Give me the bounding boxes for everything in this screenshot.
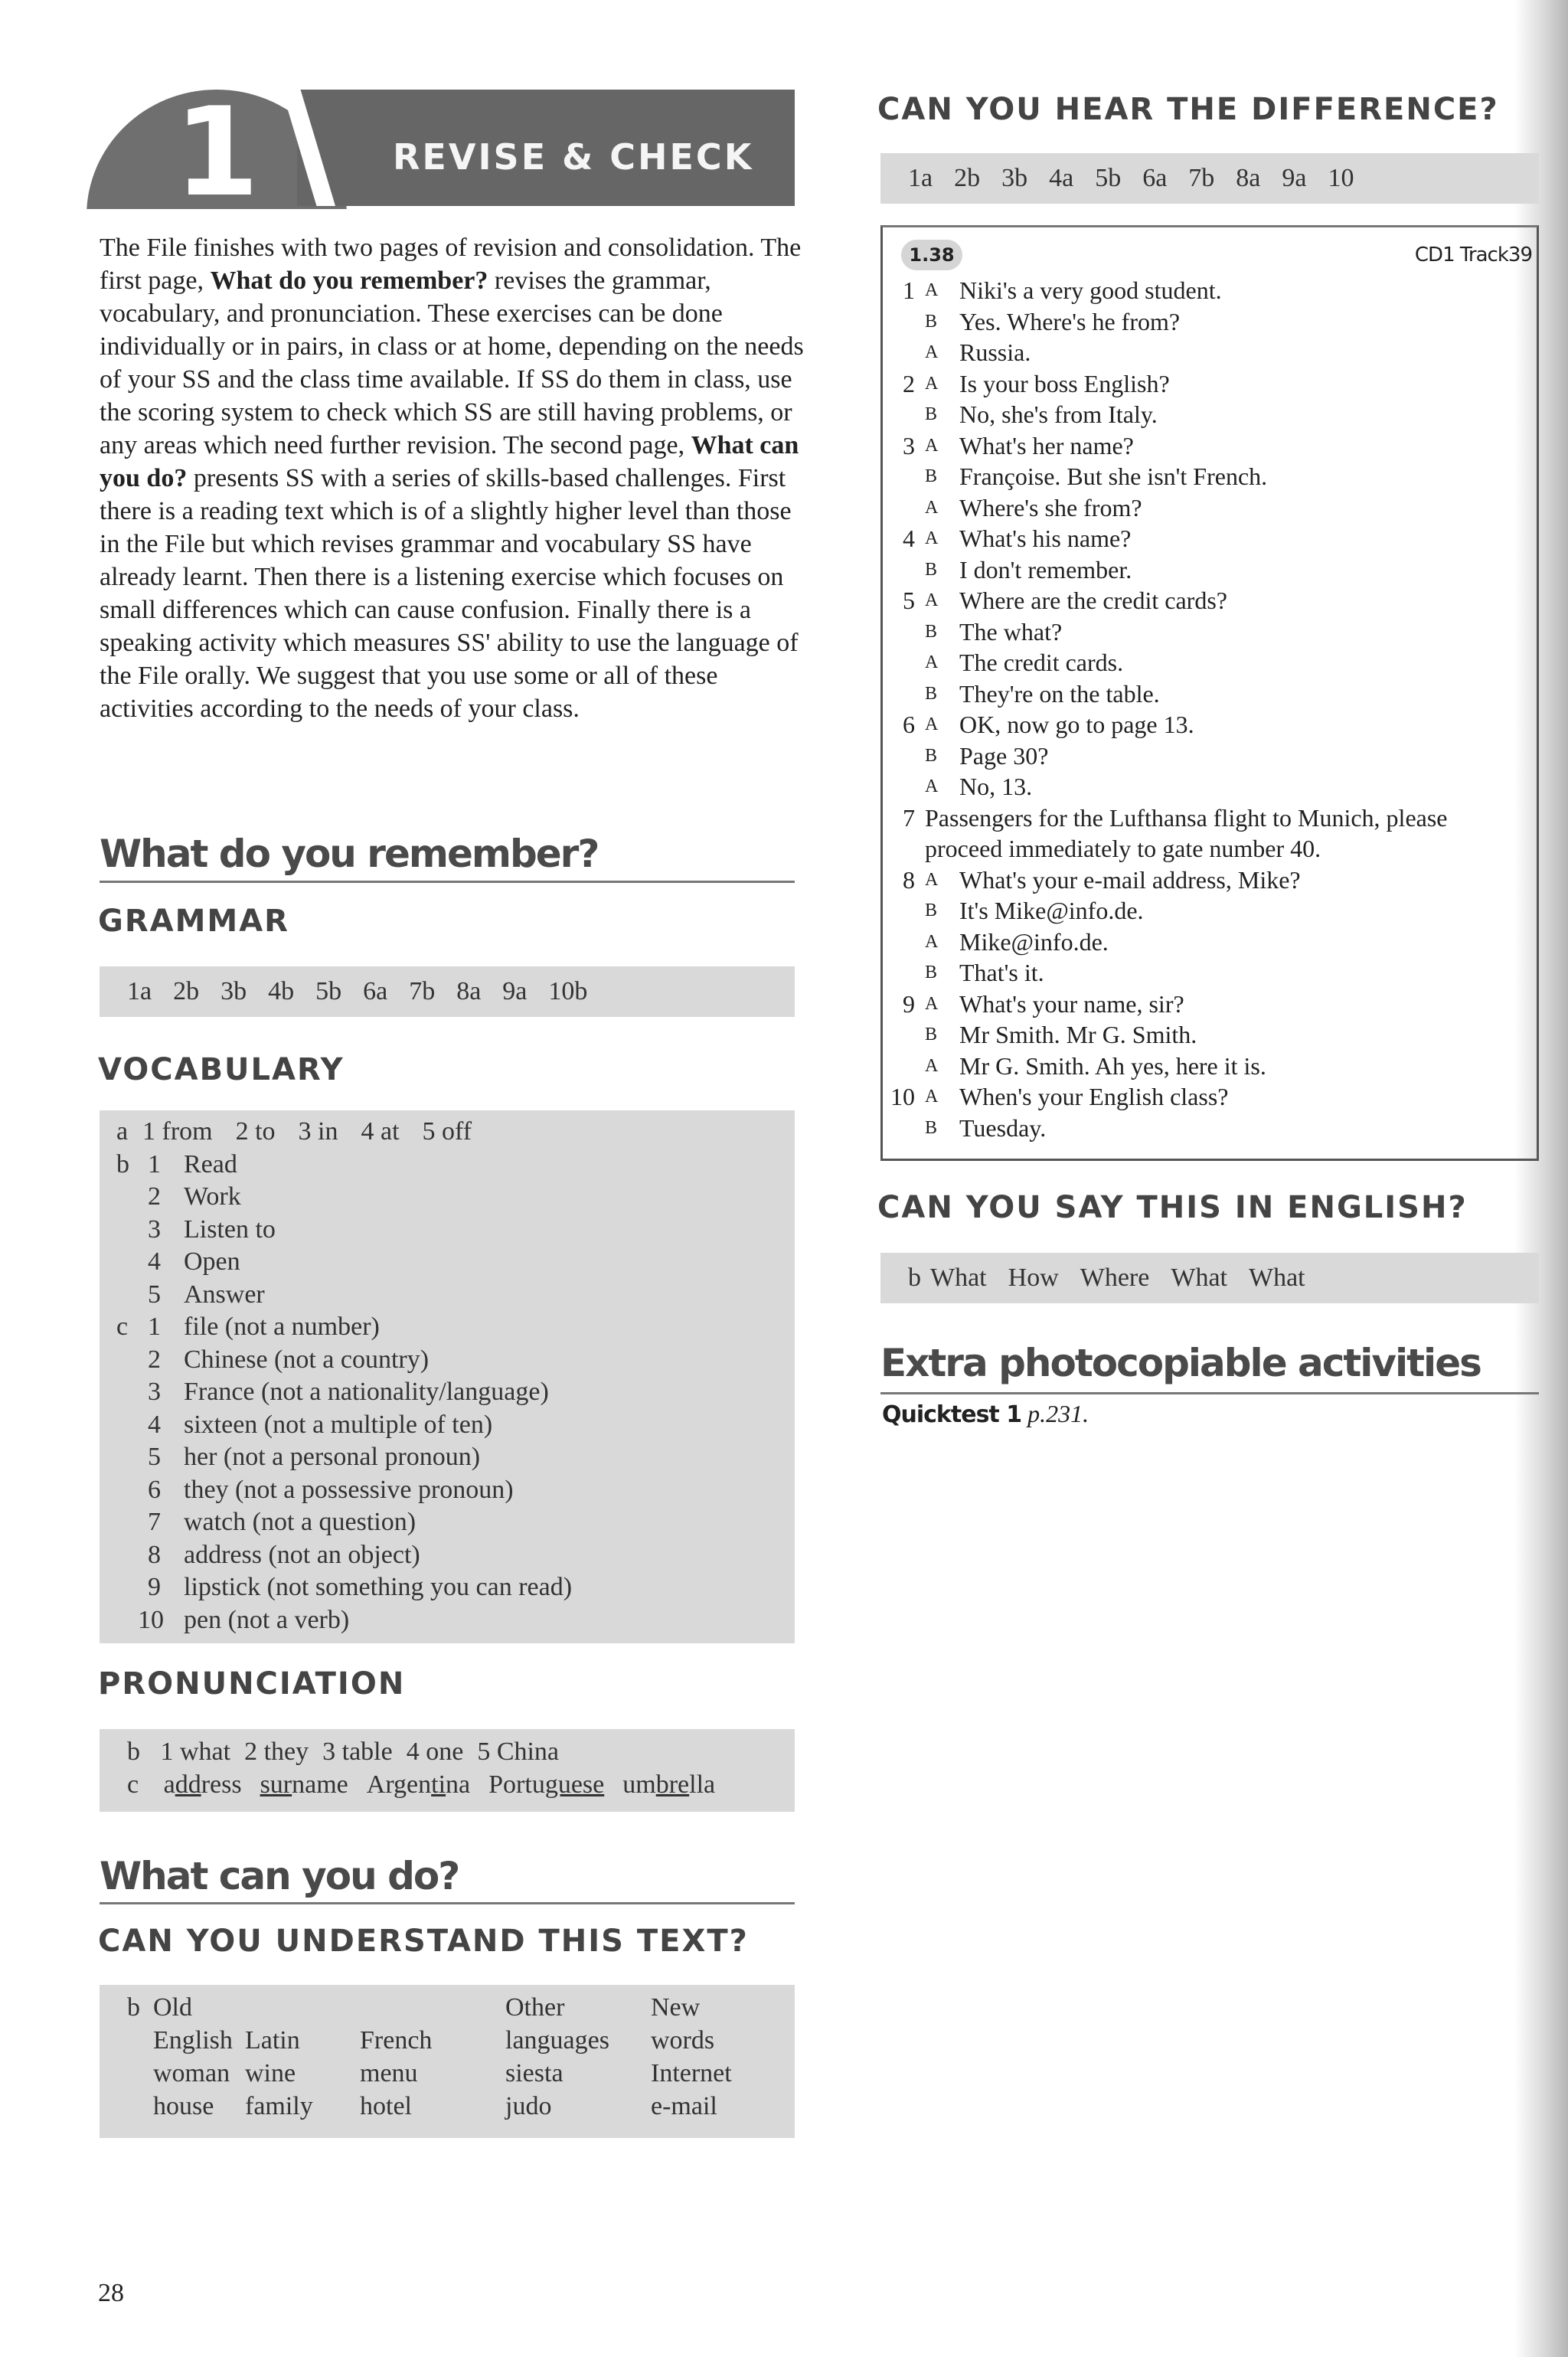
hear-answer: 6a: [1142, 164, 1168, 192]
say-word: What: [930, 1263, 987, 1292]
vocab-item-number: 2: [148, 1182, 161, 1211]
line-text: Mr Smith. Mr G. Smith.: [959, 1021, 1197, 1048]
line-text: OK, now go to page 13.: [959, 711, 1194, 738]
vocab-a-item: 2 to: [235, 1117, 276, 1146]
line-text: The what?: [959, 617, 1063, 646]
line-number: 7: [903, 803, 915, 832]
vocab-item-text: lipstick (not something you can read): [184, 1573, 573, 1601]
vocab-item-text: Work: [184, 1182, 241, 1211]
vocab-row-c: [100, 1474, 795, 1507]
pron-b-item: 4 one: [406, 1738, 464, 1766]
speaker: A: [925, 931, 939, 952]
line-text: Where's she from?: [959, 493, 1142, 521]
vocab-row-b: [100, 1149, 795, 1182]
line-text: What's your name, sir?: [959, 989, 1184, 1018]
say-answers-box: [880, 1253, 1539, 1303]
vocab-row-c: [100, 1604, 795, 1637]
hear-answers: [880, 153, 1539, 195]
speaker: B: [925, 559, 939, 580]
line-text: Page 30?: [959, 741, 1049, 770]
line-text: Yes. Where's he from?: [959, 307, 1181, 335]
chapter-number: 1: [174, 80, 260, 224]
speaker: A: [925, 776, 939, 796]
vocab-letter-b: b: [116, 1149, 129, 1178]
speaker: A: [925, 714, 939, 734]
pron-letter-c: c: [127, 1770, 139, 1799]
vocab-item-number: 4: [148, 1247, 161, 1276]
vocab-item-text: pen (not a verb): [184, 1605, 350, 1634]
vocab-item-text: Open: [184, 1247, 240, 1276]
line-number: 8: [903, 865, 915, 894]
grammar-answer: 3b: [220, 977, 247, 1005]
vocab-item-text: sixteen (not a multiple of ten): [184, 1410, 493, 1439]
intro-text-2: revises the grammar, vocabulary, and pronunciation. These exercises can be done individually or in pairs, in class or at home, depending on the needs of your SS and the class time available. If SS do them in class, use the scoring system to check which SS are still having problems, or any areas which need further revision. The second page,: [100, 266, 804, 459]
pron-c-words: [145, 1770, 716, 1799]
line-text: Niki's a very good student.: [959, 276, 1222, 304]
speaker: B: [925, 963, 939, 982]
line-text: What's his name?: [959, 525, 1132, 552]
understand-header: languages: [505, 2026, 609, 2055]
say-letter: b: [908, 1263, 921, 1292]
pron-c-word: Portuguese: [488, 1770, 605, 1799]
vocab-row-c: [100, 1441, 795, 1474]
pronunciation-row-b: [127, 1735, 795, 1768]
vocabulary-list: [100, 1110, 795, 1636]
speaker: A: [925, 869, 939, 890]
line-number: 9: [903, 989, 915, 1018]
vocab-item-text: Chinese (not a country): [184, 1345, 430, 1374]
understand-header: English: [153, 2026, 233, 2055]
understand-letter: b: [127, 1993, 140, 2022]
speaker: B: [925, 621, 939, 642]
say-word: What: [1249, 1263, 1305, 1292]
line-number: 1: [903, 276, 915, 304]
pron-b-item: 3 table: [322, 1738, 393, 1766]
vocab-row-c: [100, 1506, 795, 1539]
vocab-row-a: [100, 1116, 795, 1149]
say-answers: [880, 1253, 1539, 1294]
vocab-row-c: [100, 1539, 795, 1572]
hear-answer: 8a: [1236, 164, 1261, 192]
pronunciation-title: PRONUNCIATION: [98, 1666, 406, 1702]
vocab-row-c: [100, 1311, 795, 1344]
intro-text-3: presents SS with a series of skills-based challenges. First there is a reading text which is of a slightly higher level than those in the File but which revises grammar and vocabulary SS have already learnt. Then there is a listening exercise which focuses on small differences which can cause confusion. Finally there is a speaking activity which measures SS' ability to use the language of the File orally. We suggest that you use some or all of these activities according to the needs of your class.: [100, 464, 799, 723]
understand-cell: Internet: [651, 2059, 732, 2087]
grammar-answer: 8a: [456, 977, 482, 1005]
line-text: No, 13.: [959, 773, 1033, 800]
pronunciation-row-c: [127, 1768, 795, 1801]
grammar-title: GRAMMAR: [98, 904, 289, 939]
speaker: A: [925, 435, 939, 456]
say-word: How: [1008, 1263, 1059, 1292]
line-text: Mr G. Smith. Ah yes, here it is.: [959, 1051, 1266, 1080]
grammar-answer: 6a: [363, 977, 388, 1005]
grammar-answer: 1a: [127, 977, 152, 1005]
vocab-row-c: [100, 1409, 795, 1442]
vocab-item-number: 7: [148, 1508, 161, 1536]
speaker: A: [925, 993, 939, 1014]
vocab-item-number: 5: [148, 1280, 161, 1309]
speaker: A: [925, 1055, 939, 1076]
speaker: B: [925, 466, 939, 486]
pron-b-item: 2 they: [244, 1738, 309, 1766]
vocab-item-number: 10: [138, 1605, 164, 1634]
line-text: It's Mike@info.de.: [959, 897, 1144, 924]
vocab-item-number: 1: [148, 1313, 161, 1341]
vocab-item-text: her (not a personal pronoun): [184, 1443, 481, 1471]
speaker: A: [925, 590, 939, 610]
understand-header: French: [360, 2026, 433, 2055]
stressed-syllable: sur: [260, 1770, 292, 1799]
vocab-a-item: 4 at: [361, 1117, 400, 1146]
vocab-item-text: file (not a number): [184, 1313, 380, 1341]
speaker: B: [925, 311, 939, 332]
line-number: 10: [890, 1083, 915, 1110]
understand-cell: e-mail: [651, 2092, 717, 2120]
section-title-cando: What can you do?: [100, 1854, 459, 1898]
vocab-item-number: 8: [148, 1540, 161, 1569]
stressed-syllable: ti: [431, 1770, 446, 1799]
vocab-item-text: they (not a possessive pronoun): [184, 1475, 514, 1504]
vocab-item-number: 4: [148, 1410, 161, 1439]
speaker: A: [925, 528, 939, 548]
line-text: No, she's from Italy.: [959, 400, 1158, 428]
say-word: What: [1171, 1263, 1227, 1292]
understand-cell: house: [153, 2092, 214, 2120]
pron-c-word: surname: [260, 1770, 348, 1799]
line-text: They're on the table.: [959, 679, 1160, 708]
understand-header: words: [651, 2026, 715, 2055]
grammar-answer: 4b: [268, 977, 295, 1005]
line-number: 4: [903, 525, 915, 552]
pronunciation-answers-box: [100, 1729, 795, 1812]
speaker: B: [925, 901, 939, 920]
vocab-row-b: [100, 1214, 795, 1247]
vocab-row-b: [100, 1181, 795, 1214]
vocab-item-number: 2: [148, 1345, 161, 1374]
section-rule-remember: [100, 881, 795, 883]
pron-b-item: 1 what: [160, 1738, 231, 1766]
hear-answer: 3b: [1001, 164, 1028, 192]
understand-header: Other: [505, 1993, 565, 2022]
vocab-item-text: Read: [184, 1149, 237, 1178]
intro-paragraph: [100, 231, 804, 725]
vocab-a-item: 1 from: [142, 1117, 213, 1146]
vocab-row-b: [100, 1246, 795, 1279]
understand-cell: menu: [360, 2059, 418, 2087]
understand-cell: hotel: [360, 2092, 412, 2120]
intro-bold-1: What do you remember?: [210, 266, 488, 295]
grammar-answer: 5b: [315, 977, 342, 1005]
line-text: Is your boss English?: [959, 369, 1170, 397]
understand-cell: wine: [245, 2059, 296, 2087]
track-label: CD1 Track39: [1414, 244, 1532, 266]
section-rule-cando: [100, 1902, 795, 1904]
vocabulary-answers-box: [100, 1110, 795, 1643]
line-text: The credit cards.: [959, 649, 1124, 676]
line-text: Russia.: [959, 338, 1031, 366]
grammar-answers-box: [100, 966, 795, 1017]
line-text: Where are the credit cards?: [959, 587, 1227, 614]
hear-title: CAN YOU HEAR THE DIFFERENCE?: [877, 92, 1499, 127]
vocab-letter-c: c: [116, 1313, 129, 1341]
vocab-a-item: 3 in: [298, 1117, 338, 1146]
transcript-label: 1.38: [901, 240, 962, 270]
line-text: proceed immediately to gate number 40.: [925, 835, 1321, 862]
hear-answer: 1a: [908, 164, 933, 192]
vocab-row-c: [100, 1376, 795, 1409]
hear-answer: 7b: [1188, 164, 1215, 192]
speaker: A: [925, 1087, 939, 1107]
vocab-item-number: 3: [148, 1378, 161, 1406]
transcript-box: [880, 225, 1539, 1161]
hear-answer: 10: [1328, 164, 1354, 192]
line-number: 5: [903, 587, 915, 614]
quicktest-page: p.231.: [1027, 1400, 1089, 1427]
chapter-title: REVISE & CHECK: [393, 136, 754, 178]
vocab-item-text: Listen to: [184, 1214, 276, 1244]
vocab-row-b: [100, 1279, 795, 1312]
vocab-item-number: 1: [148, 1149, 161, 1178]
line-text: That's it.: [959, 959, 1044, 986]
hear-answer: 5b: [1095, 164, 1122, 192]
line-text: When's your English class?: [959, 1083, 1229, 1110]
vocab-item-text: address (not an object): [184, 1540, 420, 1569]
line-number: 3: [903, 431, 915, 459]
speaker: A: [925, 373, 939, 394]
page-number: 28: [98, 2279, 124, 2307]
chapter-banner: [87, 80, 795, 224]
hear-answers-box: [880, 153, 1539, 204]
vocab-a-item: 5 off: [422, 1117, 472, 1146]
vocab-item-number: 5: [148, 1443, 161, 1471]
hear-answer: 4a: [1049, 164, 1074, 192]
line-text: What's her name?: [959, 431, 1134, 459]
pron-c-word: Argentina: [366, 1770, 471, 1799]
vocab-a-items: [142, 1116, 495, 1149]
intro-text-1: The File finishes with two pages of revision and consolidation. The first page,: [100, 234, 802, 295]
speaker: B: [925, 404, 939, 424]
line-text: Mike@info.de.: [959, 927, 1109, 956]
line-number: 2: [903, 369, 915, 397]
understand-answers-box: [100, 1985, 795, 2138]
quicktest-line: [882, 1397, 1089, 1432]
grammar-answers: [100, 966, 795, 1008]
line-text: What's your e-mail address, Mike?: [959, 865, 1301, 894]
line-text: Françoise. But she isn't French.: [959, 463, 1268, 490]
say-title: CAN YOU SAY THIS IN ENGLISH?: [877, 1190, 1468, 1225]
understand-title: CAN YOU UNDERSTAND THIS TEXT?: [98, 1924, 749, 1959]
line-text: Tuesday.: [959, 1113, 1047, 1142]
stressed-syllable: guese: [544, 1770, 605, 1799]
understand-header: New: [651, 1993, 701, 2022]
hear-answer: 9a: [1282, 164, 1307, 192]
speaker: B: [925, 1025, 939, 1044]
pron-c-word: umbrella: [622, 1770, 716, 1799]
quicktest-label: Quicktest 1: [882, 1401, 1022, 1428]
grammar-answer: 10b: [548, 977, 588, 1005]
vocab-letter-a: a: [116, 1117, 129, 1146]
understand-cell: family: [245, 2092, 313, 2120]
speaker: A: [925, 497, 939, 518]
vocab-item-text: Answer: [184, 1280, 265, 1309]
extra-title: Extra photocopiable activities: [880, 1341, 1481, 1385]
extra-rule: [880, 1392, 1539, 1394]
say-word: Where: [1080, 1263, 1150, 1292]
line-text: Passengers for the Lufthansa flight to Munich, please: [925, 803, 1448, 832]
stressed-syllable: dd: [175, 1770, 201, 1799]
line-text: I don't remember.: [959, 555, 1132, 584]
vocab-row-c: [100, 1344, 795, 1377]
vocab-item-text: watch (not a question): [184, 1508, 416, 1536]
section-title-remember: What do you remember?: [100, 832, 599, 876]
speaker: A: [925, 652, 939, 672]
understand-cell: judo: [505, 2092, 552, 2120]
intro-bold-2: What can you do?: [100, 431, 799, 492]
vocab-item-number: 3: [148, 1214, 161, 1244]
understand-cell: woman: [153, 2059, 230, 2087]
speaker: A: [925, 342, 939, 362]
vocab-row-c: [100, 1571, 795, 1604]
grammar-answer: 7b: [409, 977, 436, 1005]
line-number: 6: [903, 711, 915, 738]
vocab-item-number: 9: [148, 1573, 161, 1601]
understand-cell: siesta: [505, 2059, 564, 2087]
grammar-answer: 2b: [173, 977, 200, 1005]
understand-header: Latin: [245, 2026, 300, 2055]
hear-answer: 2b: [954, 164, 981, 192]
pron-b-items: [147, 1738, 560, 1766]
speaker: B: [925, 683, 939, 704]
speaker: B: [925, 745, 939, 766]
speaker: A: [925, 280, 939, 300]
pron-c-word: address: [163, 1770, 242, 1799]
understand-header: Old: [153, 1993, 192, 2022]
pron-letter-b: b: [127, 1738, 140, 1766]
vocab-item-text: France (not a nationality/language): [184, 1378, 549, 1406]
pron-b-item: 5 China: [477, 1738, 560, 1766]
stressed-syllable: bre: [655, 1770, 690, 1799]
vocabulary-title: VOCABULARY: [98, 1052, 345, 1087]
speaker: B: [925, 1117, 939, 1138]
vocab-item-number: 6: [148, 1475, 161, 1504]
grammar-answer: 9a: [502, 977, 528, 1005]
